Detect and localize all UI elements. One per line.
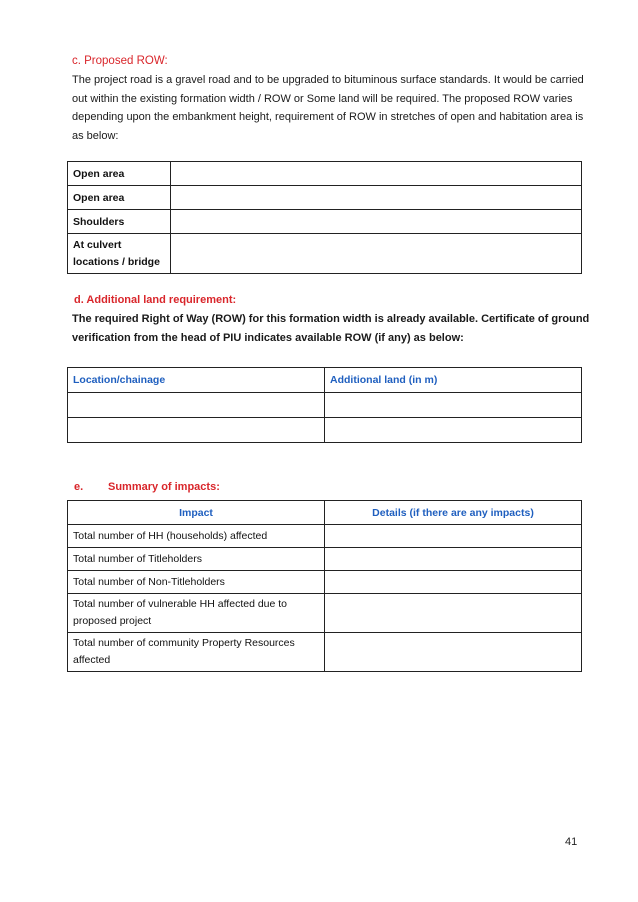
section-e-letter: e. — [74, 481, 84, 493]
paragraph-line: as below: — [72, 129, 119, 142]
impact-line: affected — [73, 654, 111, 666]
details-cell — [325, 571, 582, 594]
table-row — [68, 418, 582, 443]
additional-land-table — [67, 367, 582, 443]
row-label-line: locations / bridge — [73, 255, 160, 268]
column-header: Location/chainage — [68, 368, 325, 393]
row-width-table — [67, 161, 582, 274]
impact-cell — [68, 594, 325, 633]
impact-cell: Total number of HH (households) affected — [68, 525, 325, 548]
details-cell — [325, 525, 582, 548]
impact-cell — [68, 633, 325, 672]
column-header: Details (if there are any impacts) — [325, 501, 582, 525]
table-cell — [68, 393, 325, 418]
paragraph-line: depending upon the embankment height, requirement of ROW in stretches of open and habitation area is — [72, 111, 584, 123]
row-value-cell — [171, 162, 582, 186]
paragraph-line: The required Right of Way (ROW) for this formation width is already available. Certificate of ground — [72, 313, 590, 325]
table-row — [68, 594, 582, 633]
table-header-row — [68, 368, 582, 393]
details-cell — [325, 633, 582, 672]
table-cell — [68, 418, 325, 443]
paragraph-line: out within the existing formation width / ROW or Some land will be required. The proposed ROW varies — [72, 92, 573, 105]
row-value-cell — [171, 234, 582, 274]
table-header-row — [68, 501, 582, 525]
impact-line: proposed project — [73, 615, 152, 627]
section-d-paragraph — [72, 310, 590, 347]
section-e-heading — [74, 481, 220, 493]
paragraph-line: verification from the head of PIU indicates available ROW (if any) as below: — [72, 331, 464, 344]
table-row — [68, 162, 582, 186]
table-cell — [325, 393, 582, 418]
table-row — [68, 525, 582, 548]
column-header: Additional land (in m) — [325, 368, 582, 393]
section-d-heading: d. Additional land requirement: — [74, 294, 237, 306]
impact-line: Total number of community Property Resources — [73, 637, 295, 649]
paragraph-line: The project road is a gravel road and to be upgraded to bituminous surface standards. It would be carried — [72, 74, 584, 86]
table-row — [68, 234, 582, 274]
section-c-heading: c. Proposed ROW: — [72, 55, 168, 67]
section-e-title: Summary of impacts: — [108, 481, 220, 493]
impact-line: Total number of vulnerable HH affected due to — [73, 598, 288, 610]
table-row — [68, 393, 582, 418]
table-cell — [325, 418, 582, 443]
row-label: Shoulders — [68, 210, 171, 234]
table-row — [68, 186, 582, 210]
table-row — [68, 571, 582, 594]
section-c-paragraph — [72, 71, 582, 145]
table-row — [68, 633, 582, 672]
column-header: Impact — [68, 501, 325, 525]
page-number: 41 — [565, 836, 578, 848]
impact-cell: Total number of Non-Titleholders — [68, 571, 325, 594]
row-label: Open area — [68, 186, 171, 210]
table-row — [68, 210, 582, 234]
impact-summary-table — [67, 500, 582, 672]
row-value-cell — [171, 186, 582, 210]
row-label: Open area — [68, 162, 171, 186]
details-cell — [325, 594, 582, 633]
table-row — [68, 548, 582, 571]
details-cell — [325, 548, 582, 571]
row-label — [68, 234, 171, 274]
impact-cell: Total number of Titleholders — [68, 548, 325, 571]
row-label-line: At culvert — [73, 238, 122, 251]
row-value-cell — [171, 210, 582, 234]
